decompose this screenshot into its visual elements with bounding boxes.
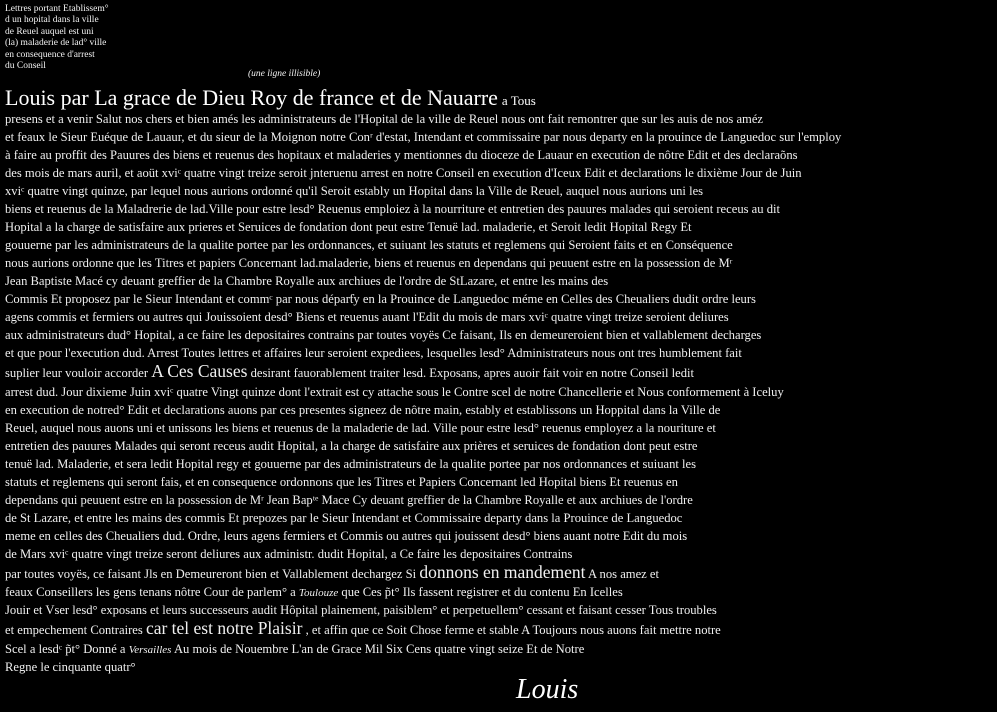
text-line: aux administrateurs dud° Hopital, a ce faire les depositaires contrains par toutes voyës Ce faisant, Ils en demeureroient bien et vallablement decharges — [5, 328, 762, 342]
toulouze-before: feaux Conseillers les gens tenans nôtre Cour de parlem° a — [5, 585, 296, 599]
text-line: entretien des pauures Malades qui seront receus audit Hopital, a la charge de satisfaire aux prières et seruices de fondation dont peut estre — [5, 438, 698, 453]
mandement-before: par toutes voyës, ce faisant Jls en Demeureront bien et Vallablement dechargez Si — [5, 566, 417, 581]
margin-note-line: de Reuel auquel est uni — [5, 26, 94, 37]
text-line: Jean Baptiste Macé cy deuant greffier de la Chambre Royalle aux archiues de l'ordre de StLazare, et entre les mains des — [5, 274, 609, 288]
donnons-en-mandement-phrase: donnons en mandement — [419, 561, 586, 582]
text-line: Jouir et Vser lesd° exposans et leurs successeurs audit Hôpital plainement, paisiblem° et perpetuellem° cessant et faisant cesser Tous troubles — [5, 603, 717, 617]
text-line-mandement — [5, 563, 995, 584]
mandement-after: A nos amez et — [588, 566, 659, 581]
place-versailles: Versailles — [128, 643, 172, 656]
text-line: statuts et reglemens qui seront fais, et en consequence ordonnons que les Titres et Papiers Concernant led Hopital biens Et reuenus en — [5, 474, 678, 489]
text-line: dependans qui peuuent estre en la possession de Mʳ Jean Bapᵗᵉ Mace Cy deuant greffier de la Chambre Royalle et aux archiues de l'ordre — [5, 492, 693, 507]
causes-before: suplier leur vouloir accorder — [5, 366, 149, 380]
text-line: agens commis et fermiers ou autres qui Jouissoient desd° Biens et reuenus auant l'Edit du mois de mars xviᶜ quatre vingt treize seroient deliures — [5, 310, 729, 324]
letter-body — [5, 110, 995, 676]
text-line: meme en celles des Cheualiers dud. Ordre, leurs agens fermiers et Commis ou autres qui jouissent desd° biens auant notre Edit du mois — [5, 528, 688, 543]
place-toulouze: Toulouze — [298, 587, 339, 599]
versailles-after: Au mois de Nouembre L'an de Grace Mil Six Cens quatre vingt seize Et de Notre — [173, 641, 585, 656]
text-line: des mois de mars auril, et aoüt xviᶜ quatre vingt treize seroit jnteruenu arrest en notre Conseil en execution d'Iceux Edit et declarations le dixième Jour de Juin — [5, 166, 802, 180]
text-line-causes — [5, 362, 995, 383]
causes-after: desirant fauorablement traiter lesd. Exposans, apres auoir fait voir en notre Conseil ledit — [250, 366, 695, 380]
text-line: Commis Et proposez par le Sieur Intendant et commᶜ par nous déparƭy en la Prouince de Languedoc méme en Celles des Cheualiers dudit ordre leurs — [5, 292, 756, 306]
letter-heading — [5, 85, 536, 111]
text-line: et feaux le Sieur Euéque de Lauaur, et du sieur de la Moignon notre Conʳ d'estat, Intendant et commissaire par nous departy en la prouince de Languedoc sur l'employ — [5, 130, 842, 144]
text-line: à faire au proffit des Pauures des biens et reuenus des hopitaux et maladeries y mentionnes du dioceze de Lauaur en execution de nôtre Edit et des declaraõns — [5, 148, 798, 162]
plaisir-before: et empechement Contraires — [5, 623, 143, 637]
text-line: Hopital a la charge de satisfaire aux prieres et Seruices de fondation dont peut estre Tenuë lad. maladerie, et Seroit ledit Hopital Regy Et — [5, 220, 692, 234]
text-line: gouuerne par les administrateurs de la qualite portee par les ordonnances, et suiuant les statuts et reglemens qui Seroient faits et en Conséquence — [5, 238, 733, 252]
text-line: nous aurions ordonne que les Titres et papiers Concernant lad.maladerie, biens et reuenus en dependans qui peuuent estre en la possession de Mʳ — [5, 256, 733, 270]
text-line: de St Lazare, et entre les mains des commis Et prepozes par le Sieur Intendant et Commissaire departy dans la Prouince de Languedoc — [5, 510, 683, 525]
margin-note-line: Lettres portant Etablissem° — [5, 4, 109, 14]
margin-note-line: du Conseil — [5, 61, 46, 72]
text-line-toulouze — [5, 583, 995, 601]
margin-note-line: d un hopital dans la ville — [5, 15, 99, 26]
text-line: biens et reuenus de la Maladrerie de lad.Ville pour estre lesd° Reuenus emploiez à la nourriture et entretien des pauures malades qui seroient receus au dit — [5, 202, 781, 216]
royal-signature: Louis — [516, 674, 579, 705]
text-line: tenuë lad. Maladerie, et sera ledit Hopital regy et gouuerne par des administrateurs de la qualite portee par nos ordonnances et suiuant les — [5, 456, 697, 471]
text-line: presens et a venir Salut nos chers et bien amés les administrateurs de l'Hopital de la ville de Reuel nous ont fait remontrer que sur les auis de nos améz — [5, 112, 764, 126]
margin-note-line: (la) maladerie de lad° ville — [5, 38, 107, 49]
text-line: Reuel, auquel nous auons uni et unissons les biens et reuenus de la maladerie de lad. Ville pour estre lesd° reuenus employez a la nouriture et — [5, 420, 716, 435]
margin-note-line: en consequence d'arrest — [5, 49, 95, 60]
text-line-plaisir — [5, 619, 995, 640]
text-line: en execution de notred° Edit et declarations auons par ces presentes signeez de nôtre main, estably et establissons un Hoppital dans la Ville de — [5, 402, 721, 417]
text-line: de Mars xviᶜ quatre vingt treize seront deliures aux administr. dudit Hopital, a Ce faire les depositaires Contrains — [5, 546, 573, 561]
toulouze-after: que Ces p̃t° Ils fassent registrer et du contenu En Icelles — [341, 585, 623, 599]
text-line: xviᶜ quatre vingt quinze, par lequel nous aurions ordonné qu'il Seroit estably un Hopital dans la Ville de Reuel, auquel nous aurions uni les — [5, 184, 704, 198]
heading-tail: a Tous — [501, 93, 536, 108]
versailles-before: Scel a lesdᶜ p̃t° Donné a — [5, 641, 126, 656]
heading-title: Louis par La grace de Dieu Roy de france et de Nauarre — [5, 85, 498, 110]
illegible-line-note: (une ligne illisible) — [248, 69, 321, 79]
car-tel-est-notre-plaisir-phrase: car tel est notre Plaisir — [145, 618, 303, 638]
text-line-regne: Regne le cinquante quatr° — [5, 659, 136, 674]
text-line: arrest dud. Jour dixieme Juin xviᶜ quatre Vingt quinze dont l'extrait est cy attache sous le Contre scel de notre Chancellerie et Nous conformement à Iceluy — [5, 384, 784, 399]
plaisir-after: , et affin que ce Soit Chose ferme et stable A Toujours nous auons fait mettre notre — [305, 623, 721, 637]
text-line-versailles — [5, 640, 995, 658]
a-ces-causes-phrase: A Ces Causes — [151, 361, 248, 381]
margin-summary-note — [5, 4, 109, 72]
text-line: et que pour l'execution dud. Arrest Toutes lettres et affaires leur seroient expediees, lesquelles lesd° Administrateurs nous ont tres humblement fait — [5, 346, 742, 360]
